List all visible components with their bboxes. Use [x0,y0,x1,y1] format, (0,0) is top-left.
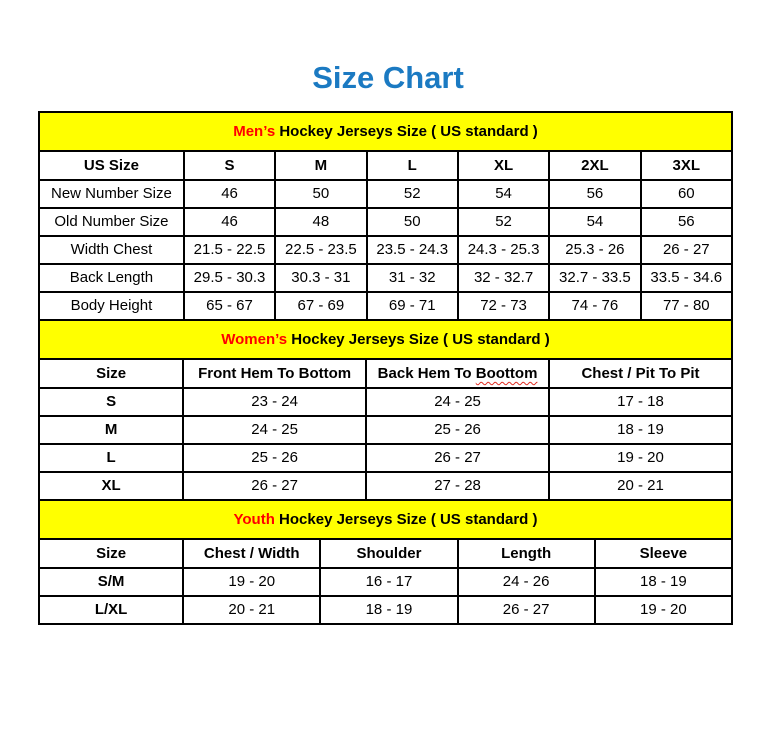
womens-section-name: Women’s [221,330,288,348]
table-row [39,472,732,500]
row-label: Old Number Size [39,208,184,236]
womens-size-table [38,319,733,501]
column-header: 2XL [549,151,640,180]
column-header: Chest / Width [183,539,320,568]
size-value-cell: 65 - 67 [184,292,275,320]
row-label: XL [39,472,183,500]
youth-section-name: Youth [233,510,275,528]
table-row [39,444,732,472]
size-value-cell: 56 [641,208,732,236]
size-value-cell: 19 - 20 [183,568,320,596]
size-value-cell: 26 - 27 [366,444,549,472]
youth-header-row [39,539,732,568]
row-label: Body Height [39,292,184,320]
size-value-cell: 22.5 - 23.5 [275,236,366,264]
size-value-cell: 67 - 69 [275,292,366,320]
size-value-cell: 17 - 18 [549,388,732,416]
column-header: L [367,151,458,180]
column-header: 3XL [641,151,732,180]
row-label: Width Chest [39,236,184,264]
size-value-cell: 20 - 21 [183,596,320,624]
womens-section-heading: Women’s Hockey Jerseys Size ( US standard ) [39,320,732,359]
size-value-cell: 26 - 27 [458,596,595,624]
table-row [39,180,732,208]
size-value-cell: 23.5 - 24.3 [367,236,458,264]
row-label: L [39,444,183,472]
size-value-cell: 23 - 24 [183,388,366,416]
size-value-cell: 69 - 71 [367,292,458,320]
size-value-cell: 18 - 19 [549,416,732,444]
column-header: Length [458,539,595,568]
column-header: XL [458,151,549,180]
table-row [39,208,732,236]
column-header: US Size [39,151,184,180]
size-value-cell: 46 [184,180,275,208]
mens-size-table [38,111,733,321]
table-row [39,388,732,416]
table-row [39,596,732,624]
column-header: Chest / Pit To Pit [549,359,732,388]
size-value-cell: 18 - 19 [320,596,457,624]
womens-heading-row [39,320,732,359]
size-value-cell: 26 - 27 [183,472,366,500]
size-value-cell: 25 - 26 [366,416,549,444]
row-label: Back Length [39,264,184,292]
row-label: L/XL [39,596,183,624]
size-value-cell: 31 - 32 [367,264,458,292]
table-row [39,568,732,596]
size-value-cell: 54 [458,180,549,208]
mens-heading-row [39,112,732,151]
column-header: Shoulder [320,539,457,568]
misspelled-word: Boottom [475,364,538,382]
size-value-cell: 74 - 76 [549,292,640,320]
table-row [39,292,732,320]
mens-section-name: Men’s [233,122,276,140]
column-header: Size [39,539,183,568]
size-value-cell: 25.3 - 26 [549,236,640,264]
mens-header-row [39,151,732,180]
size-value-cell: 19 - 20 [595,596,732,624]
size-value-cell: 54 [549,208,640,236]
size-value-cell: 60 [641,180,732,208]
size-value-cell: 32 - 32.7 [458,264,549,292]
size-value-cell: 33.5 - 34.6 [641,264,732,292]
column-header: Front Hem To Bottom [183,359,366,388]
size-value-cell: 52 [458,208,549,236]
size-value-cell: 19 - 20 [549,444,732,472]
column-header: Size [39,359,183,388]
size-value-cell: 48 [275,208,366,236]
row-label: New Number Size [39,180,184,208]
size-tables [38,111,733,625]
size-value-cell: 24 - 25 [366,388,549,416]
size-value-cell: 30.3 - 31 [275,264,366,292]
column-header: Back Hem To Boottom [366,359,549,388]
page-title: Size Chart [312,60,464,95]
womens-header-row [39,359,732,388]
size-value-cell: 50 [367,208,458,236]
size-value-cell: 52 [367,180,458,208]
table-row [39,236,732,264]
youth-section-heading: Youth Hockey Jerseys Size ( US standard ) [39,500,732,539]
column-header: M [275,151,366,180]
size-value-cell: 56 [549,180,640,208]
youth-size-table [38,499,733,625]
size-value-cell: 46 [184,208,275,236]
size-value-cell: 21.5 - 22.5 [184,236,275,264]
row-label: M [39,416,183,444]
size-value-cell: 24.3 - 25.3 [458,236,549,264]
size-value-cell: 24 - 25 [183,416,366,444]
size-value-cell: 26 - 27 [641,236,732,264]
size-value-cell: 24 - 26 [458,568,595,596]
column-header: S [184,151,275,180]
size-value-cell: 16 - 17 [320,568,457,596]
size-value-cell: 27 - 28 [366,472,549,500]
size-value-cell: 32.7 - 33.5 [549,264,640,292]
size-value-cell: 72 - 73 [458,292,549,320]
table-row [39,416,732,444]
mens-section-heading: Men’s Hockey Jerseys Size ( US standard ) [39,112,732,151]
youth-heading-row [39,500,732,539]
table-row [39,264,732,292]
size-value-cell: 25 - 26 [183,444,366,472]
page [0,60,776,625]
row-label: S/M [39,568,183,596]
size-value-cell: 29.5 - 30.3 [184,264,275,292]
size-value-cell: 18 - 19 [595,568,732,596]
row-label: S [39,388,183,416]
size-value-cell: 20 - 21 [549,472,732,500]
size-value-cell: 77 - 80 [641,292,732,320]
size-value-cell: 50 [275,180,366,208]
column-header: Sleeve [595,539,732,568]
